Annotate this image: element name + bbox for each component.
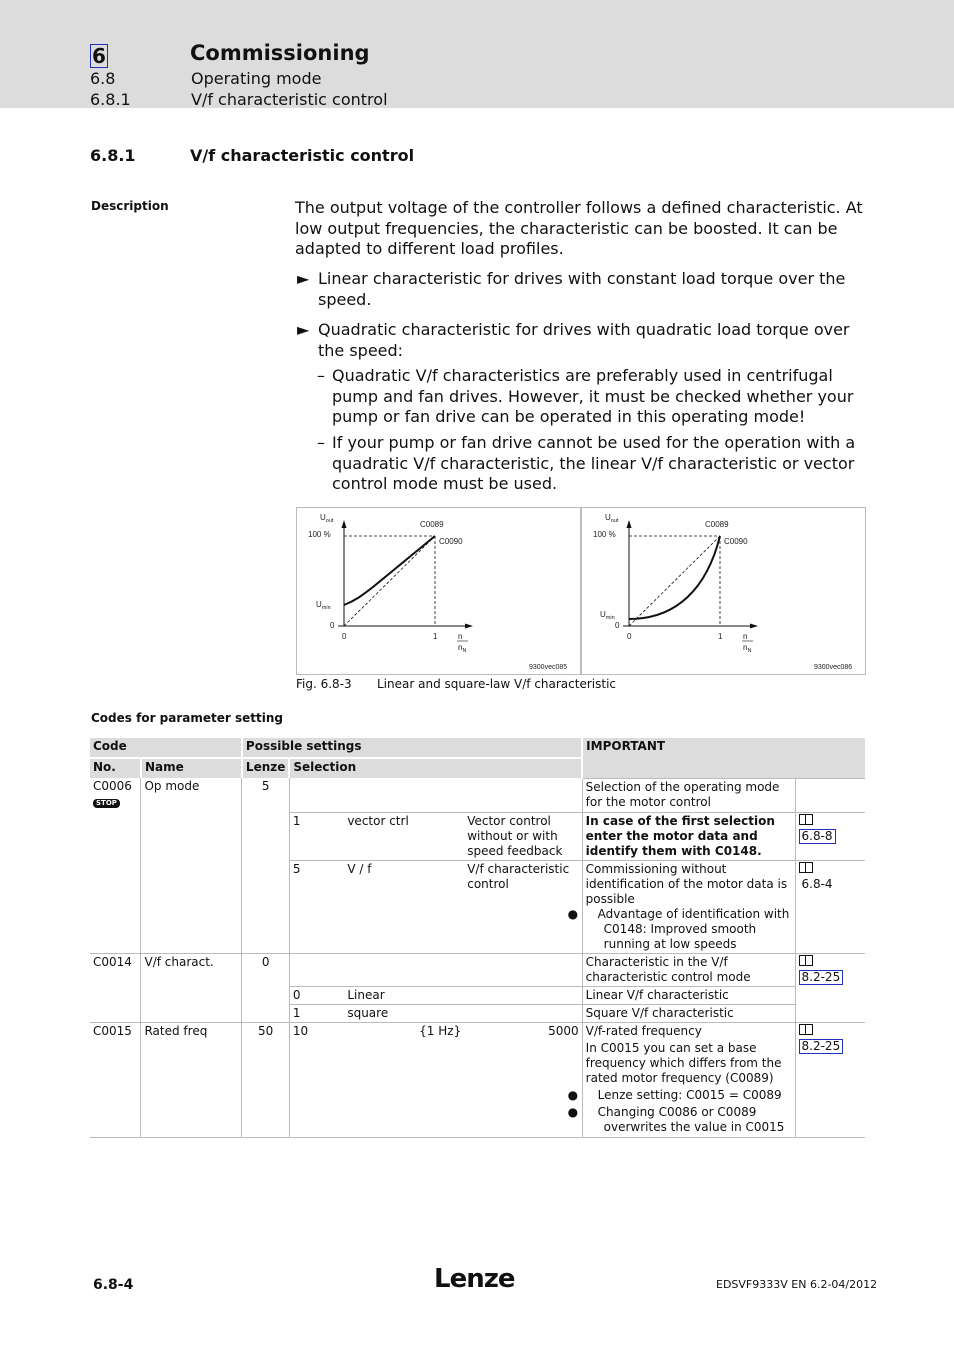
- ref-cell: [795, 954, 865, 1023]
- c0090-label: C0090: [724, 537, 748, 546]
- code-no: [90, 778, 141, 954]
- code-lenze: 0: [242, 954, 289, 1023]
- square-characteristic-curve: [629, 536, 720, 619]
- code-name: Rated freq: [141, 1023, 242, 1138]
- figure-code: 9300vec085: [529, 664, 568, 671]
- header-lenze: Lenze: [242, 758, 289, 778]
- codes-table: [90, 738, 865, 1138]
- bullet-marker-icon: ►: [297, 269, 310, 288]
- page-reference-link[interactable]: 6.8-8: [799, 829, 836, 844]
- bullet-dot-icon: ●: [567, 1088, 579, 1102]
- selection-value: 0: [289, 987, 344, 1005]
- c0089-label: C0089: [420, 520, 444, 529]
- book-icon: [799, 814, 813, 825]
- codes-label: Codes for parameter setting: [91, 711, 283, 725]
- important-bullet: Advantage of identification with C0148: Improved smooth running at low speeds: [597, 907, 790, 951]
- table-header-row: [90, 738, 865, 758]
- x-zero-label: 0: [627, 632, 632, 641]
- c0089-label: C0089: [705, 520, 729, 529]
- important-text: Linear V/f characteristic: [582, 987, 795, 1005]
- umin-label: $U_{min}$: [600, 610, 615, 621]
- bullet-text: Quadratic characteristic for drives with quadratic load torque over the speed:: [318, 320, 850, 360]
- important-text: [567, 1023, 795, 1138]
- header-selection: Selection: [289, 758, 582, 778]
- selection-empty: [289, 954, 582, 987]
- book-icon: [799, 1024, 813, 1035]
- dash-text: If your pump or fan drive cannot be used for the operation with a quadratic V/f characteristic, the linear V/f characteristic or vector control mode must be used.: [332, 433, 856, 493]
- figure-caption-number: Fig. 6.8-3: [296, 677, 352, 691]
- chapter-title: Commissioning: [190, 41, 370, 65]
- page-reference-link[interactable]: 8.2-25: [799, 1039, 844, 1054]
- selection-name: Linear: [344, 987, 582, 1005]
- header-code: Code: [90, 738, 242, 758]
- lenze-logo: Lenze: [434, 1264, 515, 1294]
- x-n-label: n: [743, 632, 748, 641]
- bullet-text: Linear characteristic for drives with constant load torque over the speed.: [318, 269, 846, 309]
- important-line: Commissioning without identification of the motor data is possible: [585, 862, 788, 906]
- book-icon: [799, 862, 813, 873]
- important-bullet: Changing C0086 or C0089 overwrites the value in C0015: [597, 1105, 785, 1134]
- x-n-label: n: [458, 632, 463, 641]
- selection-empty: [289, 778, 582, 813]
- ref-empty: [795, 778, 865, 813]
- header-important: IMPORTANT: [582, 738, 865, 778]
- stop-icon: STOP: [93, 799, 120, 808]
- bullet-marker-icon: ►: [297, 320, 310, 339]
- code-lenze: 5: [242, 778, 289, 954]
- selection-desc: V/f characteristic control: [464, 861, 582, 954]
- x-nN-label: $n_N$: [458, 643, 467, 654]
- x-zero-label: 0: [342, 632, 347, 641]
- header-sub2-title: V/f characteristic control: [191, 90, 388, 109]
- code-lenze: 50: [242, 1023, 289, 1138]
- x-axis-arrow-icon: [750, 624, 758, 629]
- code-name: V/f charact.: [141, 954, 242, 1023]
- important-text: Square V/f characteristic: [582, 1005, 795, 1023]
- reference-diagonal: [344, 536, 435, 626]
- range-unit: {1 Hz}: [344, 1023, 464, 1138]
- code-no: C0014: [90, 954, 141, 1023]
- dash-marker: –: [317, 433, 325, 452]
- table-row: [90, 778, 865, 813]
- dash-marker: –: [317, 366, 325, 385]
- important-bullet: Lenze setting: C0015 = C0089: [597, 1088, 782, 1102]
- ref-cell: [795, 1023, 865, 1138]
- x-one-label: 1: [718, 632, 723, 641]
- important-text: [567, 861, 795, 954]
- important-line: In C0015 you can set a base frequency which differs from the rated motor frequency (C0089): [585, 1041, 782, 1085]
- section-number: 6.8.1: [90, 146, 136, 165]
- x-one-label: 1: [433, 632, 438, 641]
- intro-paragraph: The output voltage of the controller follows a defined characteristic. At low output frequencies, the characteristic can be boosted. It can be adapted to different load profiles.: [295, 198, 863, 258]
- figure-linear: [296, 507, 581, 675]
- code-no: C0015: [90, 1023, 141, 1138]
- page-header: [0, 0, 954, 108]
- section-title: V/f characteristic control: [190, 146, 415, 165]
- page-reference-link[interactable]: 8.2-25: [799, 970, 844, 985]
- figure-square: [581, 507, 866, 675]
- linear-characteristic-curve: [344, 536, 435, 605]
- bullet-dot-icon: ●: [567, 1105, 579, 1119]
- table-row: [90, 954, 865, 987]
- ref-cell: [795, 861, 865, 954]
- description-label: Description: [91, 199, 169, 213]
- code-name: Op mode: [141, 778, 242, 954]
- range-min: 10: [289, 1023, 344, 1138]
- selection-name: V / f: [344, 861, 464, 954]
- code-no-text: C0006: [93, 779, 132, 793]
- page-number: 6.8-4: [93, 1277, 134, 1293]
- book-icon: [799, 955, 813, 966]
- selection-name: vector ctrl: [344, 813, 464, 861]
- y-axis-label: $U_{out}$: [605, 513, 619, 524]
- y-axis-arrow-icon: [627, 520, 632, 528]
- bullet-dot-icon: ●: [567, 907, 579, 921]
- important-text: Selection of the operating mode for the motor control: [582, 778, 795, 813]
- important-text: Characteristic in the V/f characteristic control mode: [582, 954, 795, 987]
- header-no: No.: [90, 758, 141, 778]
- range-max: 5000: [464, 1023, 582, 1138]
- important-text: In case of the first selection enter the motor data and identify them with C0148.: [582, 813, 795, 861]
- selection-value: 5: [289, 861, 344, 954]
- figure-code: 9300vec086: [814, 664, 853, 671]
- document-id: EDSVF9333V EN 6.2-04/2012: [716, 1278, 878, 1291]
- header-sub1-number: 6.8: [90, 69, 116, 88]
- ref-cell: [795, 813, 865, 861]
- selection-name: square: [344, 1005, 582, 1023]
- header-name: Name: [141, 758, 242, 778]
- header-sub2-number: 6.8.1: [90, 90, 131, 109]
- y-zero-label: 0: [330, 621, 335, 630]
- header-possible-settings: Possible settings: [242, 738, 582, 758]
- selection-value: 1: [289, 813, 344, 861]
- c0090-label: C0090: [439, 537, 463, 546]
- selection-value: 1: [289, 1005, 344, 1023]
- selection-desc: Vector control without or with speed feedback: [464, 813, 582, 861]
- y-100-label: 100 %: [593, 530, 616, 539]
- y-axis-arrow-icon: [342, 520, 347, 528]
- header-sub1-title: Operating mode: [191, 69, 322, 88]
- figure-caption-text: Linear and square-law V/f characteristic: [377, 677, 617, 691]
- page-reference: 6.8-4: [801, 877, 833, 891]
- reference-diagonal: [629, 536, 720, 626]
- x-nN-label: $n_N$: [743, 643, 752, 654]
- y-zero-label: 0: [615, 621, 620, 630]
- y-axis-label: $U_{out}$: [320, 513, 334, 524]
- dash-text: Quadratic V/f characteristics are preferably used in centrifugal pump and fan drives. However, it must be checked whether your pump or fan drive can be operated in this operating mode!: [332, 366, 854, 426]
- x-axis-arrow-icon: [465, 624, 473, 629]
- important-line: V/f-rated frequency: [585, 1024, 702, 1038]
- umin-label: $U_{min}$: [316, 600, 331, 611]
- chapter-number-link[interactable]: 6: [92, 44, 106, 68]
- table-row: [90, 1023, 865, 1138]
- y-100-label: 100 %: [308, 530, 331, 539]
